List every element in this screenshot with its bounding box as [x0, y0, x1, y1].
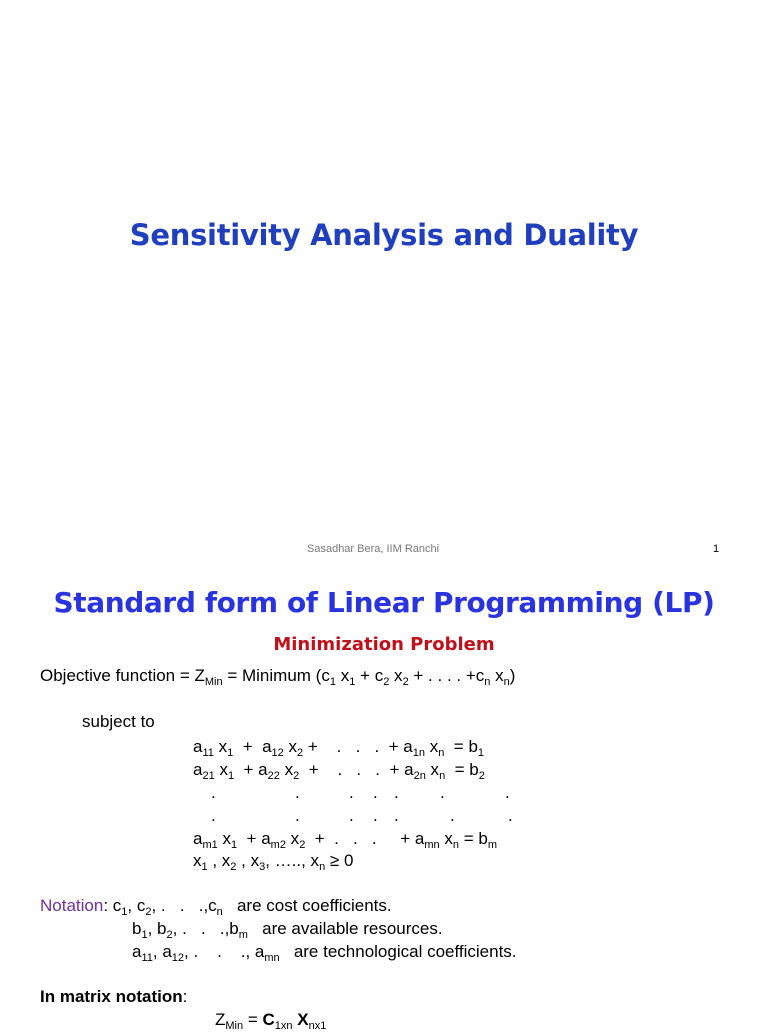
constraint-row-2: $a_{21}$ $x_1 + a_{22}$ $x_2$ + . . . + $a_{2n}$ $x_n = b_2$ [193, 760, 485, 782]
dot: . [394, 806, 399, 825]
dot: . [349, 783, 354, 802]
notation-text-3: are technological coefficients. [293, 942, 517, 961]
dot: . [211, 783, 216, 802]
notation-text-2: are available resources. [262, 919, 443, 938]
dot: . [295, 783, 300, 802]
matrix-notation-heading [40, 987, 187, 1007]
slide2-title: Standard form of Linear Programming (LP) [53, 586, 715, 619]
constraint-row-1: $a_{11}$ $x_1 + a_{12}$ $x_2$ + . . . + $a_{1n}$ $x_n = b_1$ [193, 737, 485, 759]
dot: . [373, 806, 378, 825]
dot: . [505, 783, 510, 802]
slide1-title: Sensitivity Analysis and Duality [129, 218, 639, 252]
matrix-notation-label: In matrix notation [40, 987, 183, 1006]
dot: . [450, 806, 455, 825]
dot: . [373, 783, 378, 802]
dot: . [349, 806, 354, 825]
notation-line-1: Notation: $c_1$, $c_2$, . . $.,c_n$ are cost coefficients. [40, 896, 392, 918]
matrix-notation-colon: : [182, 987, 188, 1006]
dot: . [394, 783, 399, 802]
constraint-row-m: $a_{m1}$ $x_1 + a_{m2}$ $x_2$ + . . . + $a_{mn}$ $x_n = b_m$ [193, 829, 498, 851]
page-number: 1 [713, 543, 720, 555]
nonnegativity-constraint: $x_1$ , $x_2$ , $x_3$, ….., $x_n \ge 0$ [193, 851, 354, 873]
dot: . [295, 806, 300, 825]
slide2-subtitle: Minimization Problem [273, 634, 495, 655]
subject-to-label: subject to [82, 712, 155, 731]
notation-label: Notation [40, 896, 104, 915]
slide-footer: Sasadhar Bera, IIM Ranchi [307, 543, 440, 555]
dot: . [508, 806, 513, 825]
objective-function: Objective function = $Z_{Min}$ = Minimum ($c_1$ $x_1 + c_2$ $x_2$ + . . . . $+c_n$ $x_n$) [40, 666, 516, 688]
notation-text-1: are cost coefficients. [236, 896, 392, 915]
notation-line-2: $b_1$, $b_2$, . . $.,b_m$ are available resources. [132, 919, 443, 941]
dot: . [211, 806, 216, 825]
notation-line-3: $a_{11}$, $a_{12}$, . . ., $a_{mn}$ are technological coefficients. [132, 942, 517, 964]
matrix-equation-partial: $Z_{Min} = C_{1xn}$ $X_{nx1}$ [215, 1010, 327, 1032]
dot: . [440, 783, 445, 802]
